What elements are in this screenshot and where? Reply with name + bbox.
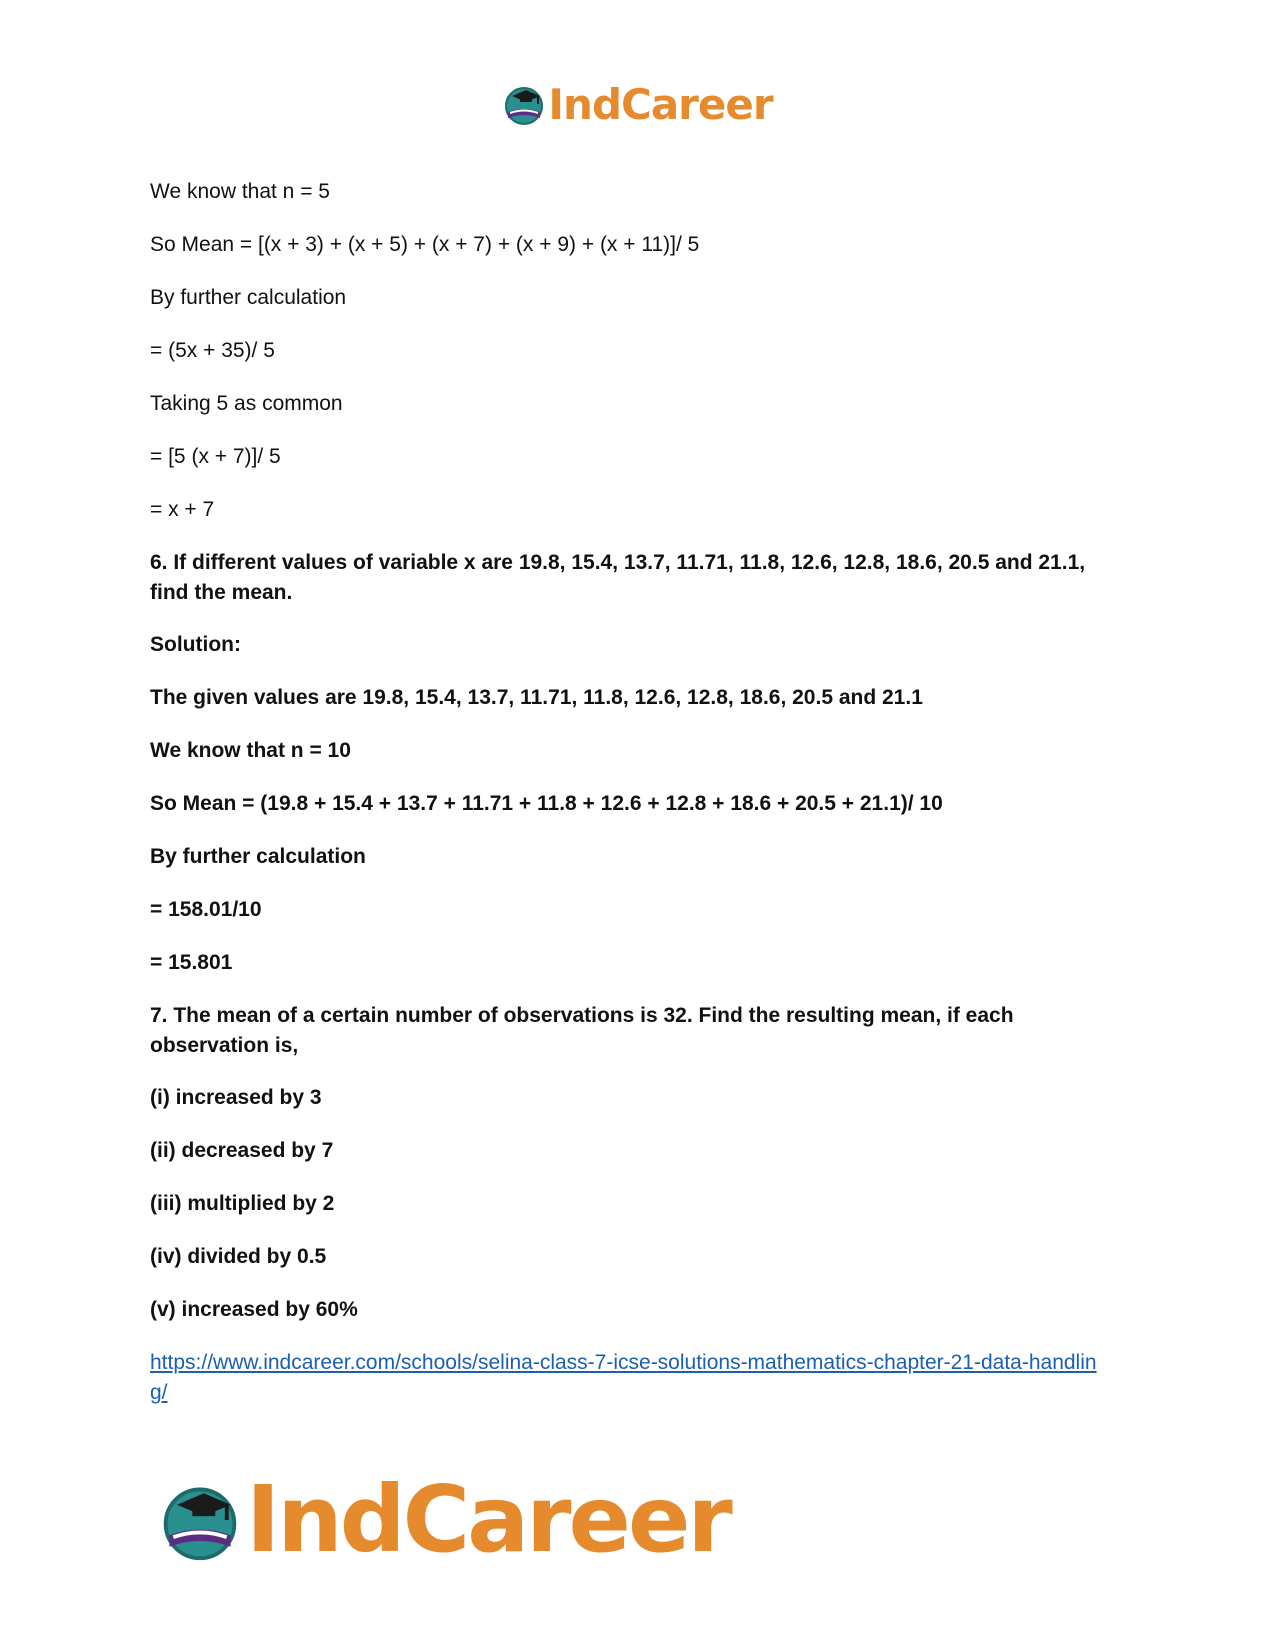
brand-name-large: IndCareer [246,1466,730,1573]
text-line: = (5x + 35)/ 5 [150,339,275,362]
text-line: = [5 (x + 7)]/ 5 [150,445,281,468]
globe-book-graduation-cap-icon [158,1478,242,1562]
question-6: 6. If different values of variable x are 19.8, 15.4, 13.7, 11.71, 11.8, 12.6, 12.8, 18.6, 20.5 and 21.1, find the mean. [150,551,1086,604]
brand-logo [502,80,772,129]
text-line: Taking 5 as common [150,392,343,415]
brand-logo-large [158,1466,730,1573]
list-item: (v) increased by 60% [150,1298,358,1321]
text-line: The given values are 19.8, 15.4, 13.7, 11.71, 11.8, 12.6, 12.8, 18.6, 20.5 and 21.1 [150,686,923,709]
list-item: (iii) multiplied by 2 [150,1192,335,1215]
text-line: So Mean = [(x + 3) + (x + 5) + (x + 7) + (x + 9) + (x + 11)]/ 5 [150,233,700,256]
brand-name: IndCareer [548,79,773,129]
list-item: (i) increased by 3 [150,1086,322,1109]
text-line: By further calculation [150,845,366,868]
text-line: = 15.801 [150,951,233,974]
list-item: (iv) divided by 0.5 [150,1245,327,1268]
text-line: By further calculation [150,286,347,309]
globe-book-graduation-cap-icon [502,82,546,126]
question-7: 7. The mean of a certain number of observations is 32. Find the resulting mean, if each observation is, [150,1004,1014,1057]
footer-logo [158,1466,730,1573]
list-item: (ii) decreased by 7 [150,1139,334,1162]
text-line: So Mean = (19.8 + 15.4 + 13.7 + 11.71 + 11.8 + 12.6 + 12.8 + 18.6 + 20.5 + 21.1)/ 10 [150,792,943,815]
text-line: = 158.01/10 [150,898,262,921]
solution-heading: Solution: [150,633,241,656]
text-line: We know that n = 10 [150,739,351,762]
text-line: We know that n = 5 [150,180,330,203]
text-line: = x + 7 [150,498,215,521]
header-logo [0,76,1275,132]
source-link[interactable]: https://www.indcareer.com/schools/selina-class-7-icse-solutions-mathematics-chapter-21-data-handling/ [150,1351,1097,1404]
